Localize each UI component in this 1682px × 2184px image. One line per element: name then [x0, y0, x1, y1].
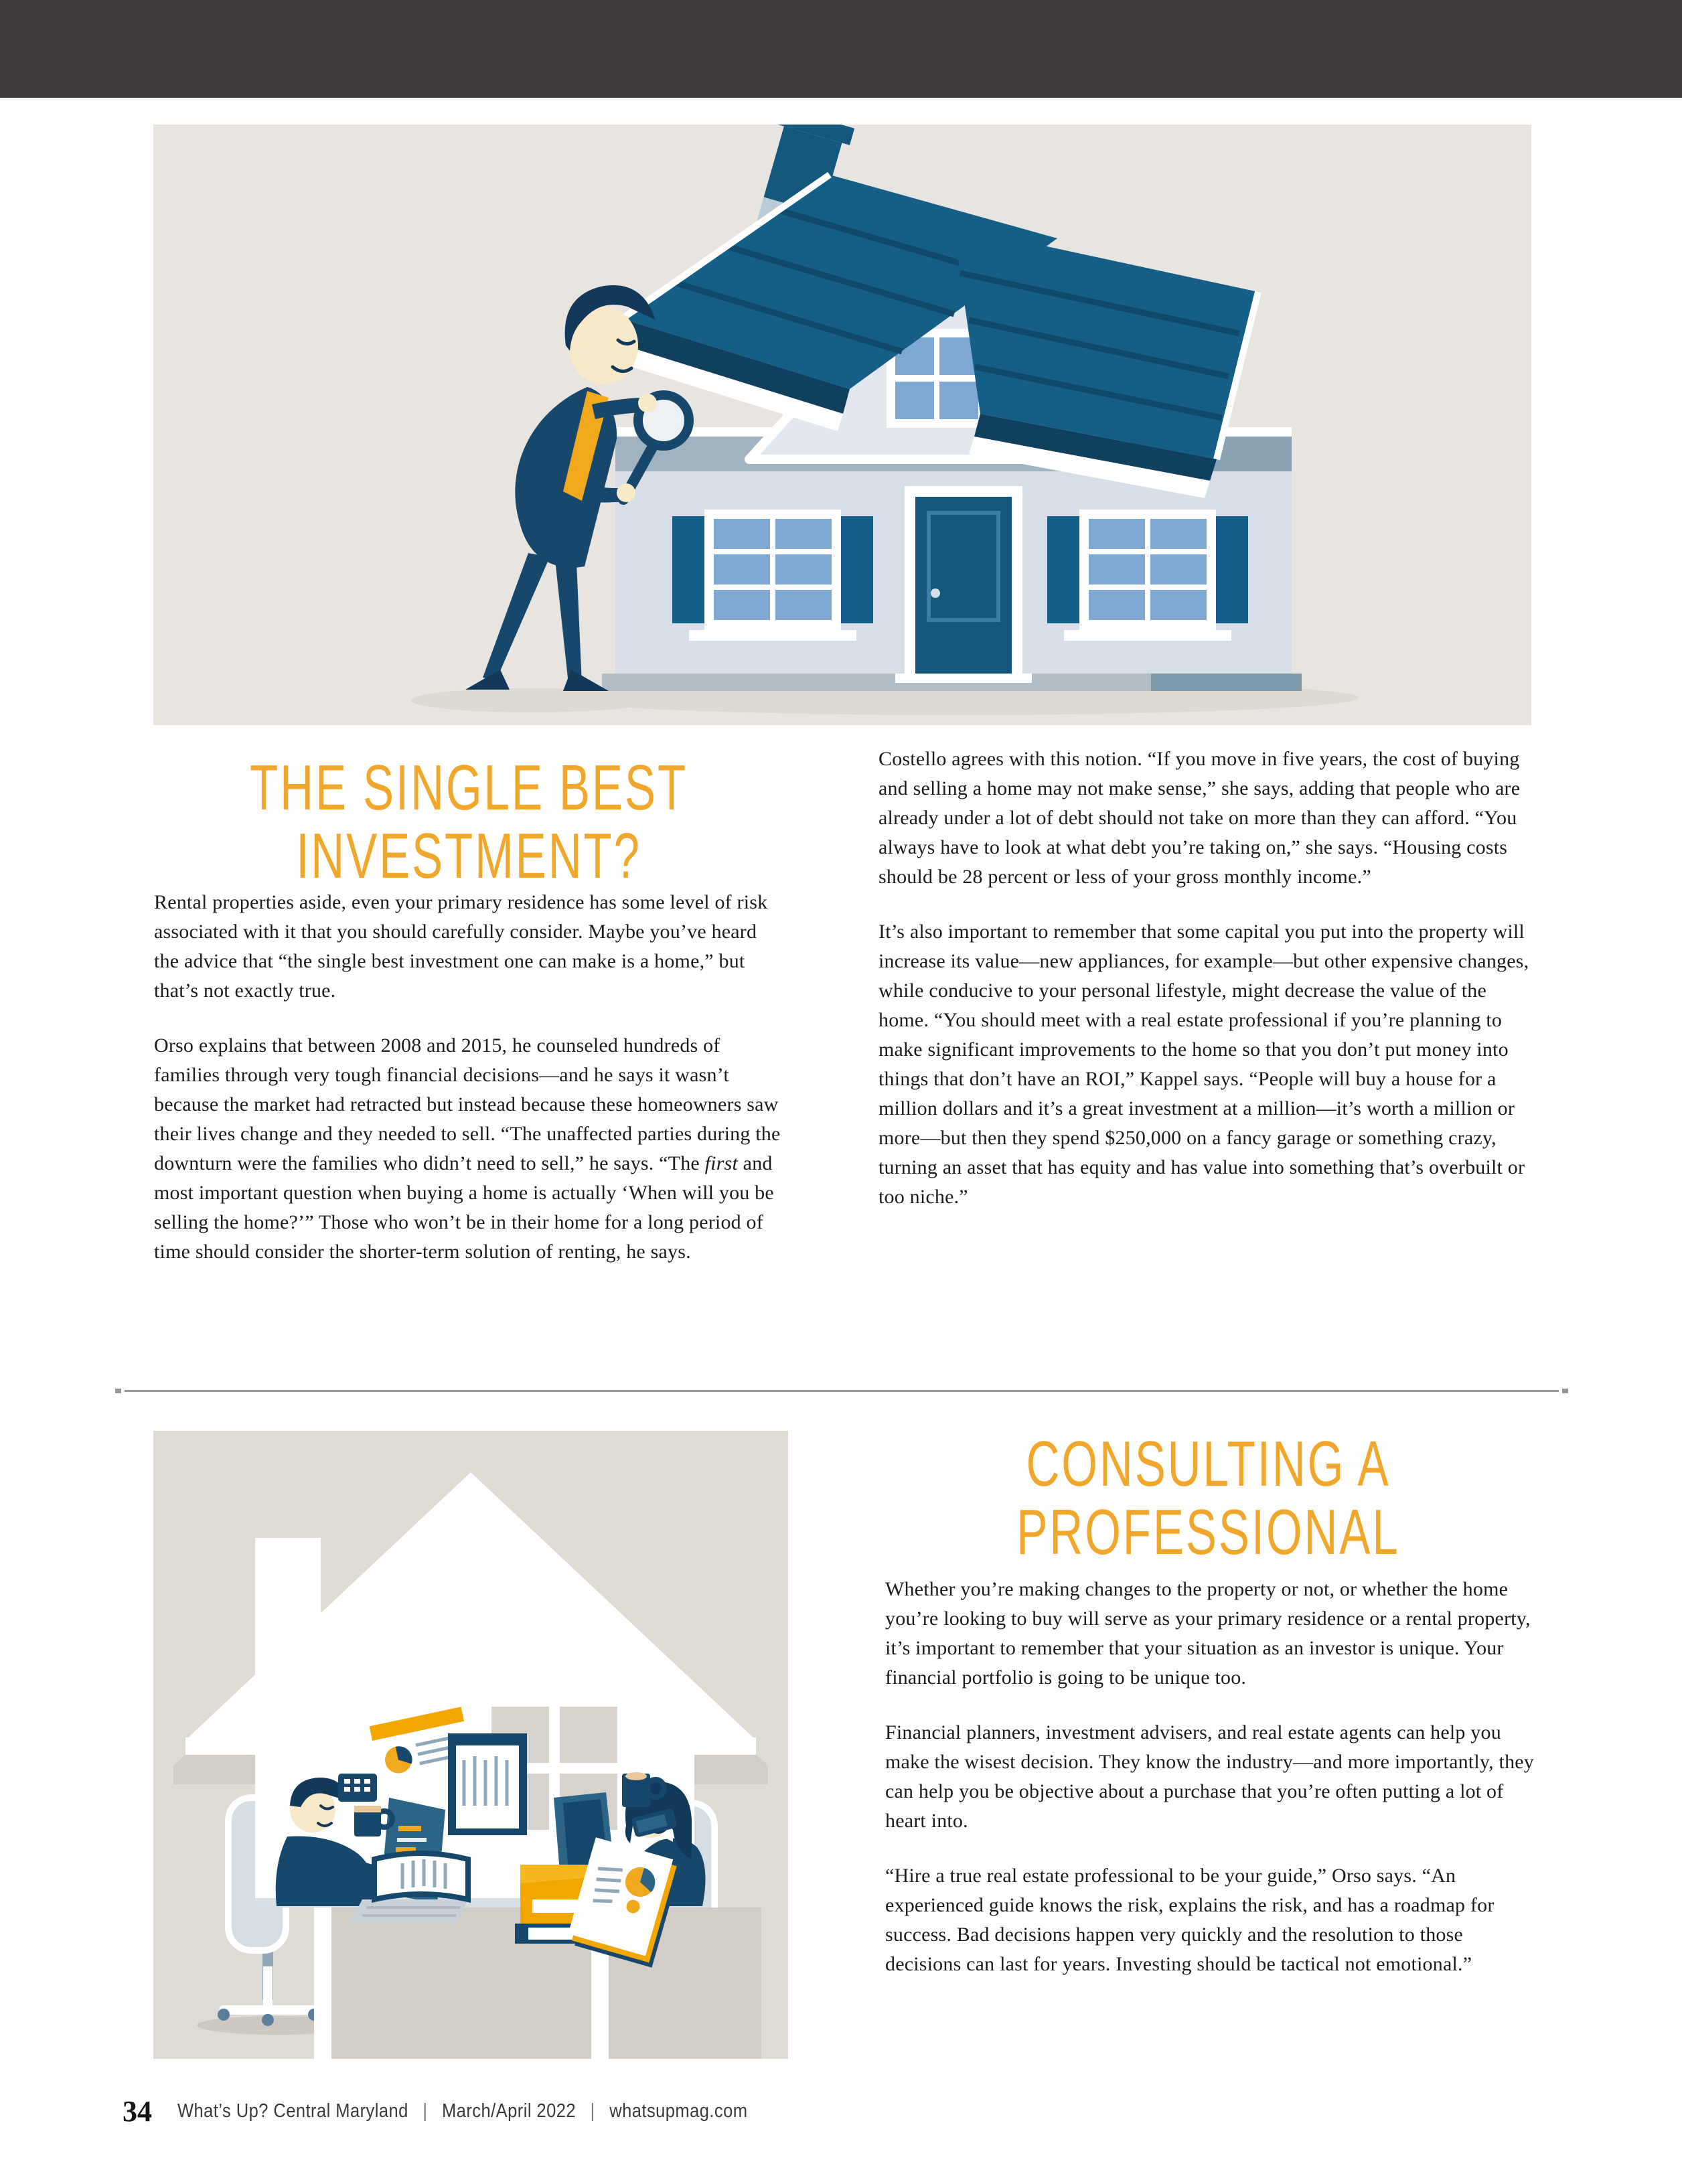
section1-left-column: [154, 888, 787, 1292]
front-door: [895, 486, 1032, 683]
open-book: [374, 1853, 468, 1899]
section-divider: [125, 1390, 1559, 1392]
section1-heading-line1: THE SINGLE BEST: [250, 752, 688, 824]
consult-illustration-panel: [153, 1431, 788, 2059]
footer-website: whatsupmag.com: [609, 2100, 748, 2122]
paragraph: Rental properties aside, even your primary residence has some level of risk associated with it that you should carefully consider. Maybe you’ve heard the advice that “the single best investment one can make is a home,” but that’s not exactly true.: [154, 891, 768, 1002]
consulting-meeting-illustration: [153, 1431, 788, 2059]
footer-separator: |: [423, 2100, 428, 2122]
divider-end-tick: [1562, 1389, 1568, 1393]
paragraph: Financial planners, investment advisers, and real estate agents can help you make the wisest decision. They know the industry—and more importantly, they can help you be objective about a purchase that you’re often putting a lot of heart into.: [885, 1721, 1534, 1832]
footer-text: [177, 2100, 747, 2122]
paragraph: “Hire a true real estate professional to be your guide,” Orso says. “An experienced guide knows the risk, explains the risk, and has a roadmap for success. Bad decisions happen very quickly and the resolution to those decisions can last for years. Investing should be tactical not emotional.”: [885, 1865, 1495, 1975]
top-dark-band: [0, 0, 1682, 98]
paragraph: Costello agrees with this notion. “If you move in five years, the cost of buying and selling a home may not make sense,” she says, adding that people who are already under a lot of debt should not take on more than they can afford. “You always have to look at what debt you’re taking on,” she says. “Housing costs should be 28 percent or less of your gross monthly income.”: [878, 748, 1521, 888]
footer-separator: |: [590, 2100, 595, 2122]
paragraph-italic-word: first: [704, 1152, 738, 1174]
paragraph-segment: and most important question when buying a home is actually ‘When will you be selling the home?’” Those who won’t be in their home for a long period of time should consider the shorter-term solution of renting, he says.: [154, 1152, 774, 1263]
lifted-roof-right: [953, 226, 1258, 498]
page-footer: [123, 2094, 1562, 2128]
section1-heading-line2: INVESTMENT?: [296, 820, 641, 892]
paragraph: It’s also important to remember that some capital you put into the property will increase its value—new appliances, for example—but other expensive changes, while conducive to your personal lifestyle, might decrease the value of the home. “You should meet with a real estate professional if you’re planning to make significant improvements to the home so that you don’t put money into things that don’t have an ROI,” Kappel says. “People will buy a house for a million dollars and it’s a great investment at a million—it’s worth a million or more—but then they spend $250,000 on a fancy garage or something crazy, turning an asset that has equity and has value into something that’s overbuilt or too niche.”: [878, 921, 1529, 1208]
section1-heading: [154, 754, 783, 890]
paragraph-segment: Orso explains that between 2008 and 2015, he counseled hundreds of families through very tough financial decisions—and he says it wasn’t because the market had retracted but instead because these homeowners saw their lives change and they needed to sell. “The unaffected parties during the downturn were the families who didn’t need to sell,” he says. “The: [154, 1034, 781, 1174]
paragraph: Whether you’re making changes to the property or not, or whether the home you’re looking to buy will serve as your primary residence or a rental property, it’s important to remember that your situation as an investor is unique. Your financial portfolio is going to be unique too.: [885, 1578, 1531, 1689]
section2-heading: [878, 1430, 1538, 1567]
right-window: [1047, 510, 1248, 641]
section2-heading-line1: CONSULTING A: [1026, 1428, 1391, 1500]
section1-right-column: [878, 745, 1538, 1237]
page-number: 34: [123, 2095, 152, 2128]
section2-column: [885, 1575, 1538, 2005]
hero-illustration-panel: [153, 125, 1531, 725]
footer-publication: What’s Up? Central Maryland: [177, 2100, 408, 2122]
section2-heading-line2: PROFESSIONAL: [1016, 1496, 1400, 1568]
footer-issue: March/April 2022: [442, 2100, 576, 2122]
house-inspection-illustration: [153, 125, 1531, 725]
left-window: [672, 510, 873, 641]
paragraph: [154, 1031, 787, 1267]
divider-end-tick: [115, 1389, 121, 1393]
